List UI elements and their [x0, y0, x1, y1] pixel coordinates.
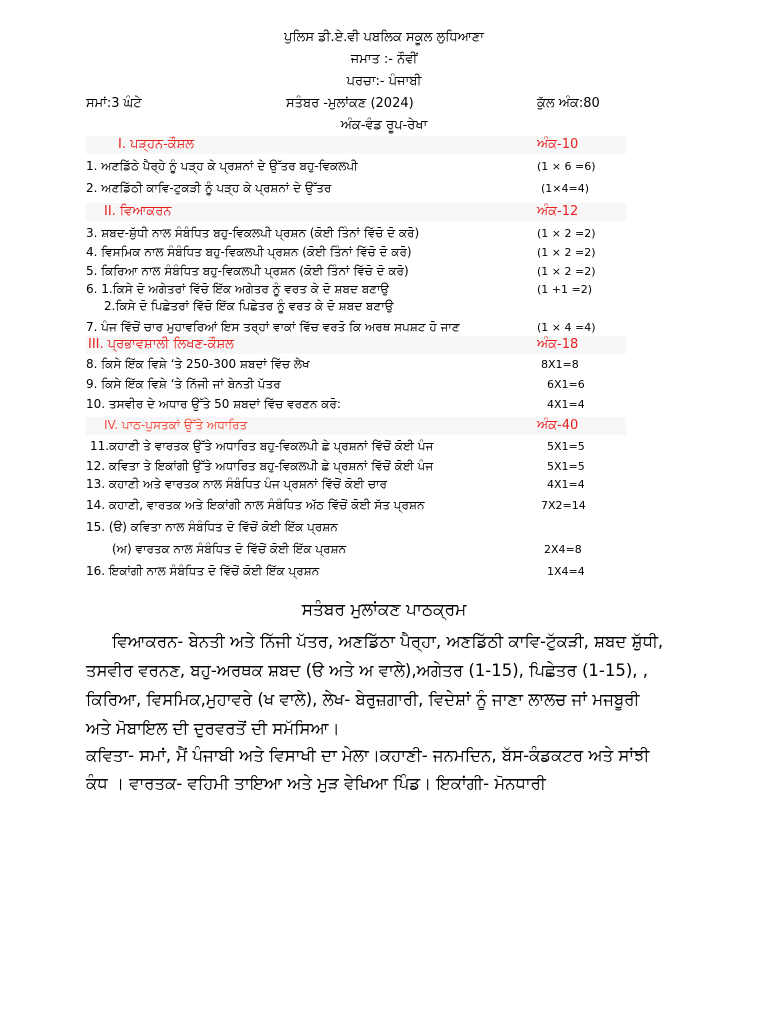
question-marks: (1 × 6 =6) [537, 160, 596, 173]
total-marks: ਕੁੱਲ ਅੰਕ:80 [537, 96, 600, 111]
question-marks: 6X1=6 [547, 378, 585, 391]
question-item: 14. ਕਹਾਣੀ, ਵਾਰਤਕ ਅਤੇ ਇਕਾਂਗੀ ਨਾਲ ਸੰਬੰਧਿਤ ਅੱਠ ਵਿੱਚੋਂ ਕੋਈ ਸੱਤ ਪ੍ਰਸ਼ਨ [86, 498, 425, 512]
section-title: I. ਪੜ੍ਹਨ-ਕੌਸ਼ਲ [118, 137, 195, 152]
question-marks: (1 × 2 =2) [537, 227, 596, 240]
section-marks: ਅੰਕ-10 [537, 137, 579, 152]
question-item: 11.ਕਹਾਣੀ ਤੇ ਵਾਰਤਕ ਉੱਤੇ ਅਧਾਰਿਤ ਬਹੁ-ਵਿਕਲਪੀ ਛੇ ਪ੍ਰਸ਼ਨਾਂ ਵਿੱਚੋਂ ਕੋਈ ਪੰਜ [90, 439, 434, 453]
question-marks: 7X2=14 [541, 499, 586, 512]
class-label: ਜਮਾਤ :- ਨੌਵੀਂ [350, 52, 418, 67]
section-title: III. ਪ੍ਰਭਾਵਸ਼ਾਲੀ ਲਿਖਣ-ਕੌਸ਼ਲ [88, 337, 234, 352]
syllabus-line: ਕਿਰਿਆ, ਵਿਸਮਿਕ,ਮੁਹਾਵਰੇ (ਖ ਵਾਲੇ), ਲੇਖ- ਬੇਰੁਜ਼ਗਾਰੀ, ਵਿਦੇਸ਼ਾਂ ਨੂੰ ਜਾਣਾ ਲਾਲਚ ਜਾਂ ਮਜਬੂਰੀ [86, 690, 640, 709]
syllabus-line: ਅਤੇ ਮੋਬਾਇਲ ਦੀ ਦੁਰਵਰਤੋਂ ਦੀ ਸਮੱਸਿਆ। [86, 719, 340, 738]
question-item: 10. ਤਸਵੀਰ ਦੇ ਅਧਾਰ ਉੱਤੇ 50 ਸ਼ਬਦਾਂ ਵਿੱਚ ਵਰਣਨ ਕਰੋ: [86, 397, 341, 411]
section-title: IV. ਪਾਠ-ਪੁਸਤਕਾਂ ਉੱਤੇ ਅਧਾਰਿਤ [104, 418, 248, 432]
question-item: 9. ਕਿਸੇ ਇੱਕ ਵਿਸ਼ੇ ‘ਤੇ ਨਿੱਜੀ ਜਾਂ ਬੇਨਤੀ ਪੱਤਰ [86, 377, 281, 391]
question-marks: 8X1=8 [541, 358, 579, 371]
question-item: 16. ਇਕਾਂਗੀ ਨਾਲ ਸੰਬੰਧਿਤ ਦੋ ਵਿੱਚੋਂ ਕੋਈ ਇੱਕ ਪ੍ਰਸ਼ਨ [86, 564, 320, 578]
question-marks: 2X4=8 [544, 543, 582, 556]
question-marks: (1 × 4 =4) [537, 321, 596, 334]
section-marks: ਅੰਕ-12 [537, 204, 579, 219]
question-item: 8. ਕਿਸੇ ਇੱਕ ਵਿਸ਼ੇ ‘ਤੇ 250-300 ਸ਼ਬਦਾਂ ਵਿੱਚ ਲੇਖ [86, 357, 310, 371]
question-item: 2.ਕਿਸੇ ਦੋ ਪਿਛੇਤਰਾਂ ਵਿੱਚੋ ਇੱਕ ਪਿਛੇਤਰ ਨੂੰ ਵਰਤ ਕੇ ਦੋ ਸ਼ਬਦ ਬਣਾਉ [104, 299, 394, 313]
section-marks: ਅੰਕ-18 [537, 337, 579, 352]
question-item: (ਅ) ਵਾਰਤਕ ਨਾਲ ਸੰਬੰਧਿਤ ਦੋ ਵਿੱਚੋਂ ਕੋਈ ਇੱਕ ਪ੍ਰਸ਼ਨ [112, 542, 347, 556]
question-marks: 1X4=4 [547, 565, 585, 578]
section-title: II. ਵਿਆਕਰਨ [104, 204, 172, 219]
question-marks: (1×4=4) [541, 182, 590, 195]
syllabus-title: ਸਤੰਬਰ ਮੁਲਾਂਕਣ ਪਾਠਕ੍ਰਮ [301, 600, 467, 620]
question-marks: (1 × 2 =2) [537, 265, 596, 278]
exam-title: ਸਤੰਬਰ -ਮੁਲਾਂਕਣ (2024) [286, 96, 414, 111]
question-marks: 4X1=4 [547, 478, 585, 491]
school-name: ਪੁਲਿਸ ਡੀ.ਏ.ਵੀ ਪਬਲਿਕ ਸਕੂਲ ਲੁਧਿਆਣਾ [283, 30, 484, 45]
paper-label: ਪਰਚਾ:- ਪੰਜਾਬੀ [346, 74, 422, 89]
question-item: 12. ਕਵਿਤਾ ਤੇ ਇਕਾਂਗੀ ਉੱਤੇ ਅਧਾਰਿਤ ਬਹੁ-ਵਿਕਲਪੀ ਛੇ ਪ੍ਰਸ਼ਨਾਂ ਵਿੱਚੋਂ ਕੋਈ ਪੰਜ [86, 459, 434, 473]
question-item: 5. ਕਿਰਿਆ ਨਾਲ ਸੰਬੰਧਿਤ ਬਹੁ-ਵਿਕਲਪੀ ਪ੍ਰਸ਼ਨ (ਕੋਈ ਤਿੰਨਾਂ ਵਿੱਚੋ ਦੋ ਕਰੋ) [86, 264, 409, 278]
question-item: 2. ਅਣਡਿੱਠੀ ਕਾਵਿ-ਟੁਕੜੀ ਨੂੰ ਪੜ੍ਹ ਕੇ ਪ੍ਰਸ਼ਨਾਂ ਦੇ ਉੱਤਰ [86, 181, 332, 195]
section-marks: ਅੰਕ-40 [537, 418, 579, 433]
question-item: 13. ਕਹਾਣੀ ਅਤੇ ਵਾਰਤਕ ਨਾਲ ਸੰਬੰਧਿਤ ਪੰਜ ਪ੍ਰਸ਼ਨਾਂ ਵਿੱਚੋਂ ਕੋਈ ਚਾਰ [86, 477, 387, 491]
syllabus-line: ਵਿਆਕਰਨ- ਬੇਨਤੀ ਅਤੇ ਨਿੱਜੀ ਪੱਤਰ, ਅਣਡਿੱਠਾ ਪੈਰ੍ਹਾ, ਅਣਡਿੱਠੀ ਕਾਵਿ-ਟੁੱਕੜੀ, ਸ਼ਬਦ ਸ਼ੁੱਧੀ, [112, 632, 664, 651]
question-marks: 5X1=5 [547, 460, 585, 473]
time-label: ਸਮਾਂ:3 ਘੰਟੇ [86, 96, 142, 111]
question-marks: 4X1=4 [547, 398, 585, 411]
question-marks: (1 × 2 =2) [537, 246, 596, 259]
question-marks: 5X1=5 [547, 440, 585, 453]
question-marks: (1 +1 =2) [537, 283, 593, 296]
syllabus-line: ਤਸਵੀਰ ਵਰਨਣ, ਬਹੁ-ਅਰਥਕ ਸ਼ਬਦ (ੳ ਅਤੇ ਅ ਵਾਲੇ),ਅਗੇਤਰ (1-15), ਪਿਛੇਤਰ (1-15), , [86, 661, 649, 680]
question-item: 4. ਵਿਸਮਿਕ ਨਾਲ ਸੰਬੰਧਿਤ ਬਹੁ-ਵਿਕਲਪੀ ਪ੍ਰਸ਼ਨ (ਕੋਈ ਤਿੰਨਾਂ ਵਿੱਚੋ ਦੋ ਕਰੋ) [86, 245, 412, 259]
question-item: 6. 1.ਕਿਸੇ ਦੋ ਅਗੇਤਰਾਂ ਵਿੱਚੋ ਇੱਕ ਅਗੇਤਰ ਨੂੰ ਵਰਤ ਕੇ ਦੋ ਸ਼ਬਦ ਬਣਾਉ [86, 282, 390, 296]
question-item: 15. (ੳ) ਕਵਿਤਾ ਨਾਲ ਸੰਬੰਧਿਤ ਦੋ ਵਿੱਚੋਂ ਕੋਈ ਇੱਕ ਪ੍ਰਸ਼ਨ [86, 520, 338, 534]
question-item: 7. ਪੰਜ ਵਿੱਚੋਂ ਚਾਰ ਮੁਹਾਵਰਿਆਂ ਇਸ ਤਰ੍ਹਾਂ ਵਾਕਾਂ ਵਿੱਚ ਵਰਤੋ ਕਿ ਅਰਥ ਸਪਸ਼ਟ ਹੋ ਜਾਣ [86, 320, 460, 334]
question-item: 1. ਅਣਡਿੱਠੇ ਪੈਰ੍ਹੇ ਨੂੰ ਪੜ੍ਹ ਕੇ ਪ੍ਰਸ਼ਨਾਂ ਦੇ ਉੱਤਰ ਬਹੁ-ਵਿਕਲਪੀ [86, 159, 358, 173]
blueprint-title: ਅੰਕ-ਵੰਡ ਰੂਪ-ਰੇਖਾ [340, 118, 428, 133]
question-item: 3. ਸ਼ਬਦ-ਸ਼ੁੱਧੀ ਨਾਲ ਸੰਬੰਧਿਤ ਬਹੁ-ਵਿਕਲਪੀ ਪ੍ਰਸ਼ਨ (ਕੋਈ ਤਿੰਨਾਂ ਵਿੱਚੋ ਦੋ ਕਰੋ) [86, 226, 420, 240]
syllabus-line: ਕਵਿਤਾ- ਸਮਾਂ, ਮੈਂ ਪੰਜਾਬੀ ਅਤੇ ਵਿਸਾਖੀ ਦਾ ਮੇਲਾ।ਕਹਾਣੀ- ਜਨਮਦਿਨ, ਬੱਸ-ਕੰਡਕਟਰ ਅਤੇ ਸਾਂਝੀ [86, 746, 650, 765]
syllabus-line: ਕੰਧ । ਵਾਰਤਕ- ਵਹਿਮੀ ਤਾਇਆ ਅਤੇ ਮੁੜ ਵੇਖਿਆ ਪਿੰਡ। ਇਕਾਂਗੀ- ਮੋਨਧਾਰੀ [86, 774, 546, 793]
